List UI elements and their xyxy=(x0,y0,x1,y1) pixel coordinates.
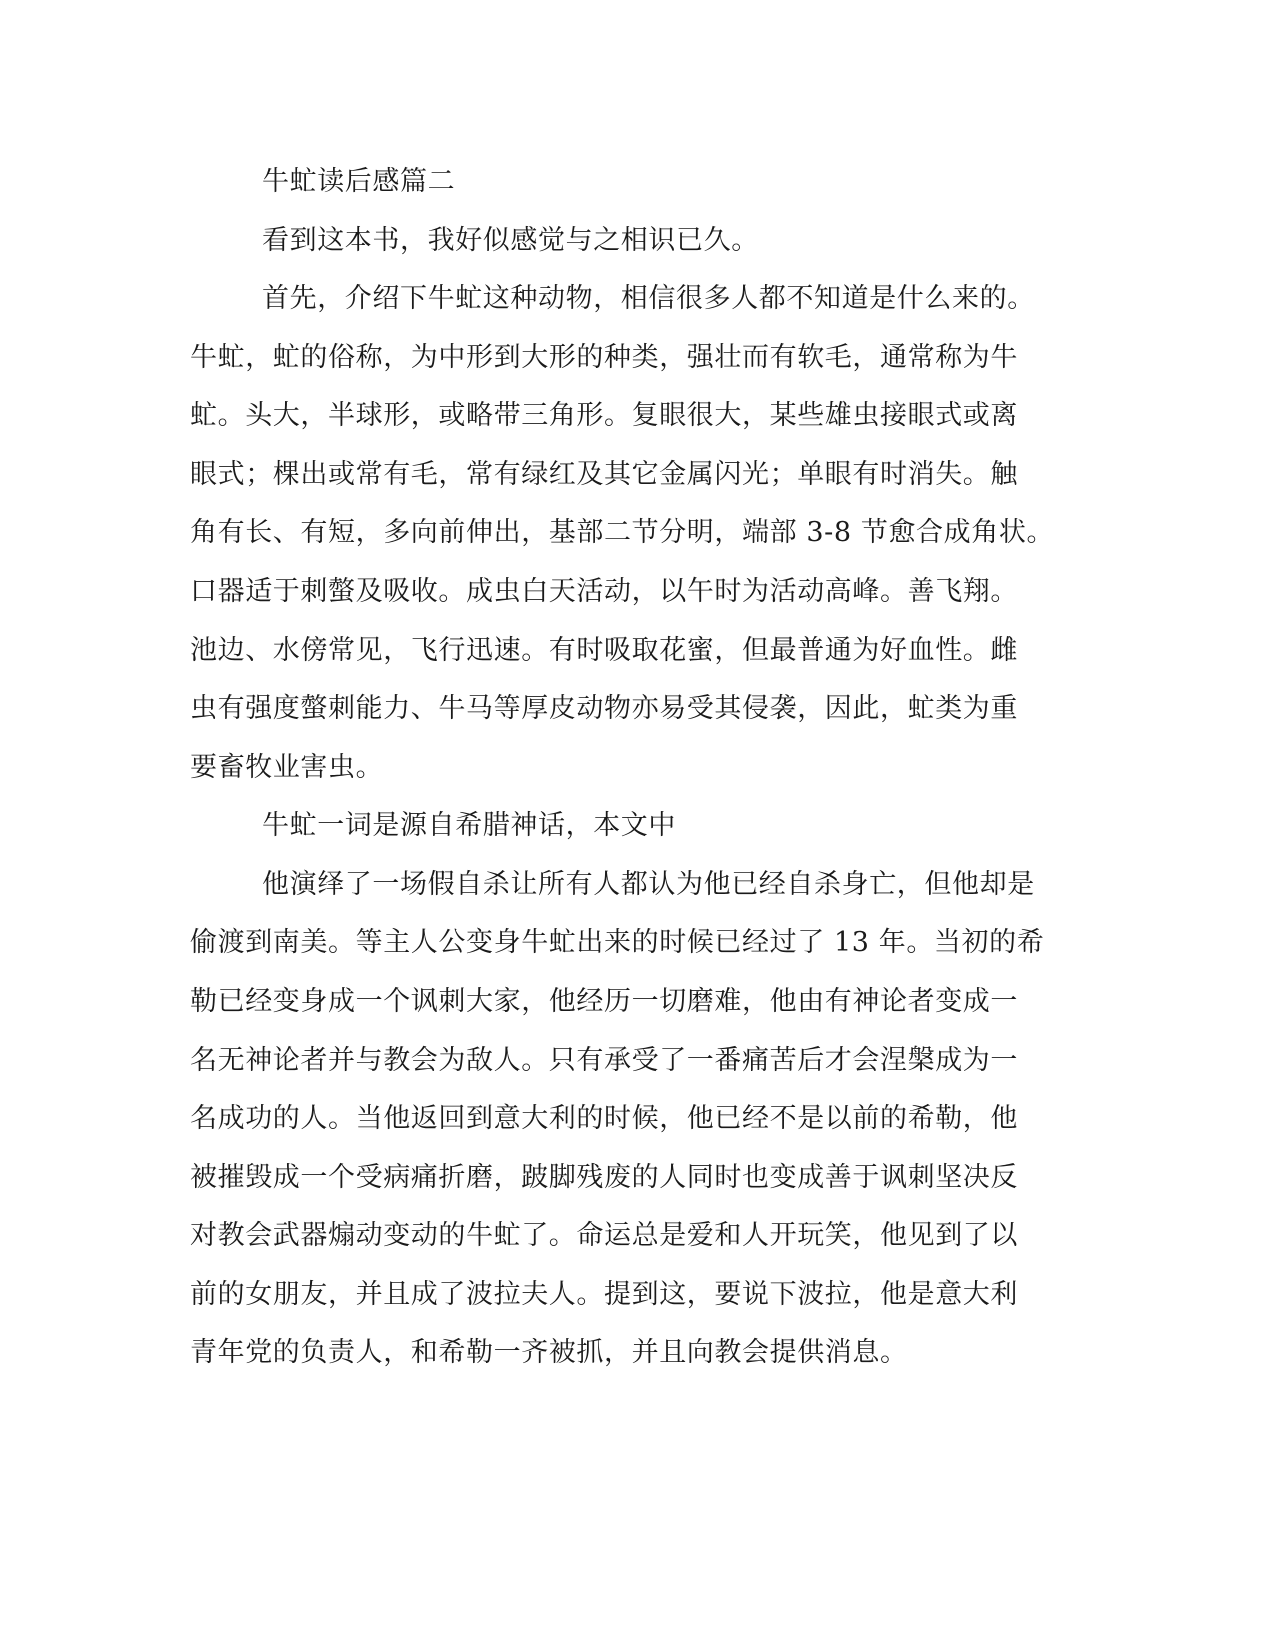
paragraph-line: 要畜牧业害虫。 xyxy=(190,752,384,783)
paragraph-line: 眼式；棵出或常有毛，常有绿红及其它金属闪光；单眼有时消失。触 xyxy=(190,459,1018,490)
paragraph-line: 对教会武器煽动变动的牛虻了。命运总是爱和人开玩笑，他见到了以 xyxy=(190,1220,1018,1251)
paragraph-line: 勒已经变身成一个讽刺大家，他经历一切磨难，他由有神论者变成一 xyxy=(190,986,1018,1017)
paragraph-line: 首先，介绍下牛虻这种动物，相信很多人都不知道是什么来的。 xyxy=(262,283,1035,314)
paragraph-line: 名无神论者并与教会为敌人。只有承受了一番痛苦后才会涅槃成为一 xyxy=(190,1045,1018,1076)
paragraph-line: 前的女朋友，并且成了波拉夫人。提到这，要说下波拉，他是意大利 xyxy=(190,1279,1018,1310)
paragraph-line: 牛虻，虻的俗称，为中形到大形的种类，强壮而有软毛，通常称为牛 xyxy=(190,342,1018,373)
document-title: 牛虻读后感篇二 xyxy=(262,166,456,197)
paragraph-line: 偷渡到南美。等主人公变身牛虻出来的时候已经过了 13 年。当初的希 xyxy=(190,927,1045,958)
paragraph-line: 他演绎了一场假自杀让所有人都认为他已经自杀身亡，但他却是 xyxy=(262,869,1035,900)
paragraph-line: 青年党的负责人，和希勒一齐被抓，并且向教会提供消息。 xyxy=(190,1337,908,1368)
paragraph-line: 角有长、有短，多向前伸出，基部二节分明，端部 3-8 节愈合成角状。 xyxy=(190,517,1055,548)
paragraph-line: 名成功的人。当他返回到意大利的时候，他已经不是以前的希勒，他 xyxy=(190,1103,1018,1134)
paragraph-line: 被摧毁成一个受病痛折磨，跛脚残废的人同时也变成善于讽刺坚决反 xyxy=(190,1162,1018,1193)
paragraph-line: 口器适于刺螫及吸收。成虫白天活动，以午时为活动高峰。善飞翔。 xyxy=(190,576,1018,607)
paragraph-line: 虻。头大，半球形，或略带三角形。复眼很大，某些雄虫接眼式或离 xyxy=(190,400,1018,431)
paragraph-line: 虫有强度螫刺能力、牛马等厚皮动物亦易受其侵袭，因此，虻类为重 xyxy=(190,693,1018,724)
paragraph-line: 牛虻一词是源自希腊神话，本文中 xyxy=(262,810,676,841)
paragraph-line: 看到这本书，我好似感觉与之相识已久。 xyxy=(262,225,759,256)
paragraph-line: 池边、水傍常见，飞行迅速。有时吸取花蜜，但最普通为好血性。雌 xyxy=(190,635,1018,666)
